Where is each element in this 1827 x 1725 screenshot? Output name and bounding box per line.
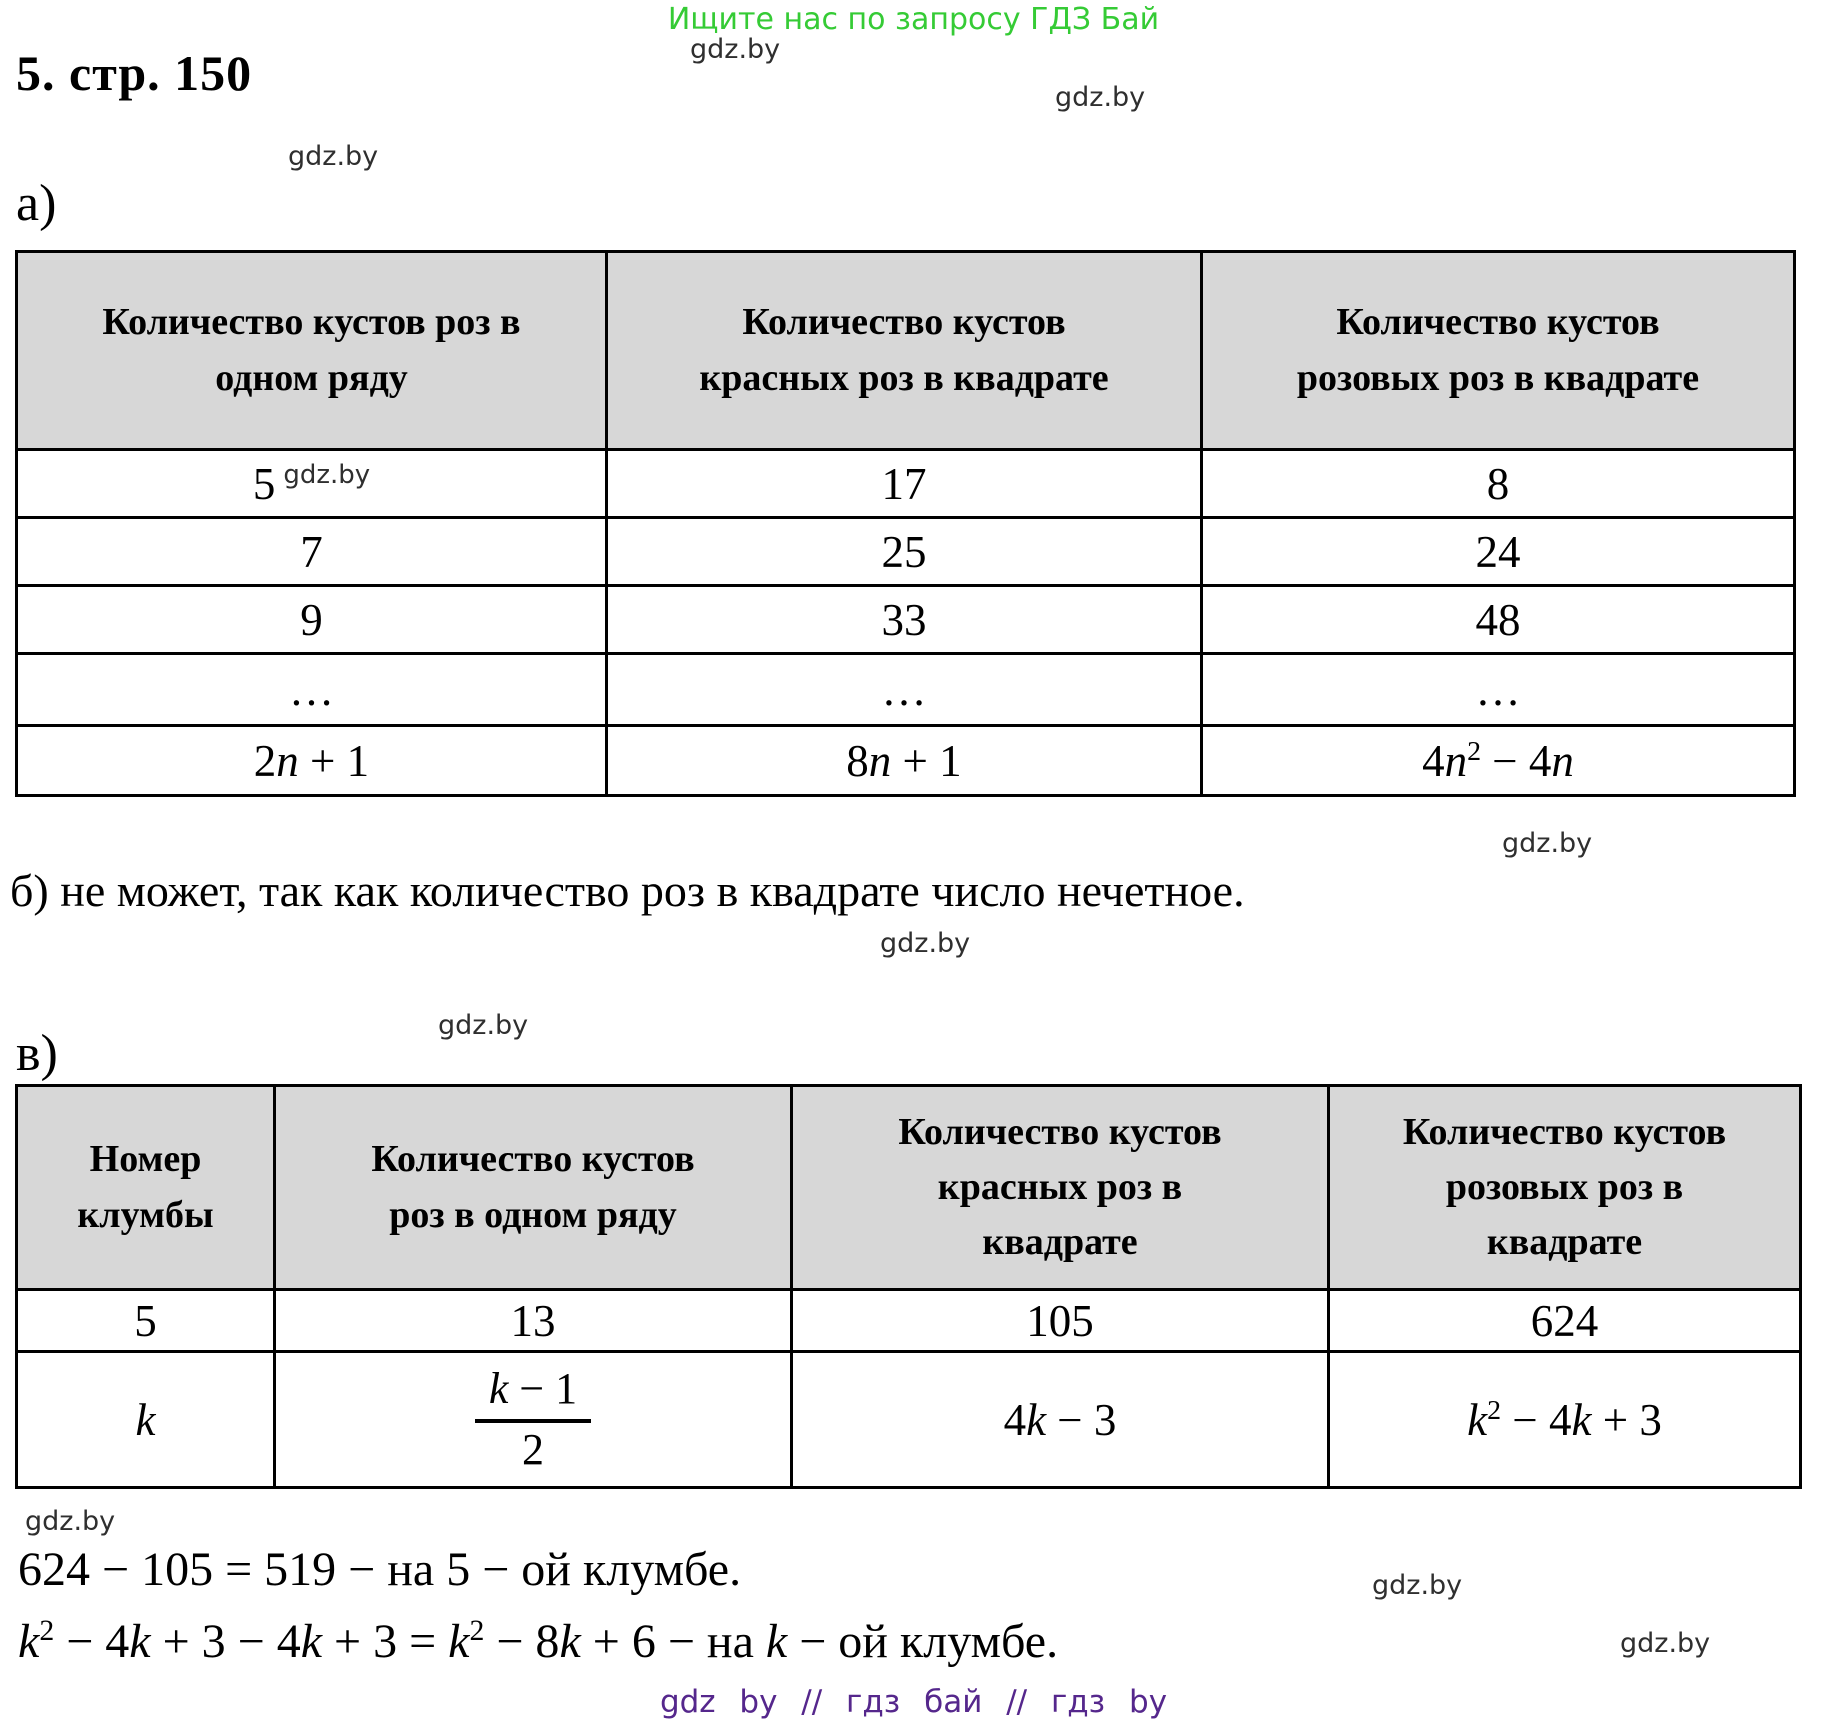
watermark: gdz.by (1502, 828, 1593, 859)
fraction-denominator: 2 (521, 1424, 544, 1474)
table-row (17, 726, 1795, 796)
table-row (17, 654, 1795, 726)
part-v-label: в) (16, 1025, 58, 1082)
table-a-header-row (17, 252, 1795, 450)
table-cell: … (17, 654, 607, 726)
fraction-cell (275, 1352, 792, 1488)
part-b-answer (10, 864, 1245, 917)
part-b-label: б) (10, 865, 49, 916)
conclusion-line-1: 624 − 105 = 519 − на 5 − ой клумбе. (18, 1543, 742, 1596)
table-row (17, 450, 1795, 518)
part-b-text: не может, так как количество роз в квадрате число нечетное. (60, 865, 1245, 916)
formula-cell: k (17, 1352, 275, 1488)
watermark: gdz.by (1372, 1570, 1463, 1601)
table-row (17, 1290, 1801, 1352)
fraction-numerator: k − 1 (475, 1364, 591, 1423)
part-a-label: а) (16, 175, 57, 232)
table-v-header-col1: Номер клумбы (17, 1086, 275, 1290)
formula-cell: 8n + 1 (607, 726, 1202, 796)
table-v-header-col2: Количество кустов роз в одном ряду (275, 1086, 792, 1290)
table-row (17, 586, 1795, 654)
table-v-header-col4: Количество кустов розовых роз в квадрате (1329, 1086, 1801, 1290)
table-row (17, 518, 1795, 586)
page-title: 5. стр. 150 (16, 45, 253, 101)
table-cell: … (1202, 654, 1795, 726)
table-cell: 624 (1329, 1290, 1801, 1352)
promo-banner: Ищите нас по запросу ГДЗ Бай (667, 2, 1160, 37)
table-cell: 24 (1202, 518, 1795, 586)
table-cell: 5 (17, 1290, 275, 1352)
table-cell: … (607, 654, 1202, 726)
formula-cell: $4n^2 - 4n$ (1202, 726, 1795, 796)
table-cell: 8 (1202, 450, 1795, 518)
table-cell (17, 450, 607, 518)
table-cell: 33 (607, 586, 1202, 654)
watermark: gdz.by (880, 928, 971, 959)
formula-cell: 2n + 1 (17, 726, 607, 796)
table-v-header-col3: Количество кустов красных роз в квадрате (792, 1086, 1329, 1290)
fraction (475, 1364, 591, 1475)
watermark: gdz.by (438, 1010, 529, 1041)
table-a-header-col1: Количество кустов роз в одном ряду (17, 252, 607, 450)
table-cell: 48 (1202, 586, 1795, 654)
watermark: gdz.by (25, 1506, 116, 1537)
table-cell: 17 (607, 450, 1202, 518)
watermark: gdz.by (1055, 82, 1146, 113)
footer-watermark: gdz by // гдз бай // гдз by (659, 1684, 1168, 1720)
table-cell: 9 (17, 586, 607, 654)
watermark: gdz.by (1620, 1628, 1711, 1659)
watermark: gdz.by (690, 34, 781, 65)
solution-table-v (15, 1084, 1802, 1489)
conclusion-line-2: $k^2 - 4k + 3 - 4k + 3 = k^2 - 8k + 6$ − на k − ой клумбе. (18, 1614, 1059, 1668)
watermark: gdz.by (283, 459, 371, 490)
table-cell: 105 (792, 1290, 1329, 1352)
table-v-header-row (17, 1086, 1801, 1290)
table-cell: 25 (607, 518, 1202, 586)
table-cell: 7 (17, 518, 607, 586)
solution-table-a (15, 250, 1796, 797)
watermark: gdz.by (288, 141, 379, 172)
table-row (17, 1352, 1801, 1488)
cell-value: 5 (252, 458, 276, 509)
table-a-header-col3: Количество кустов розовых роз в квадрате (1202, 252, 1795, 450)
formula-cell: 4k − 3 (792, 1352, 1329, 1488)
table-cell: 13 (275, 1290, 792, 1352)
formula-cell: $k^2 - 4k + 3$ (1329, 1352, 1801, 1488)
table-a-header-col2: Количество кустов красных роз в квадрате (607, 252, 1202, 450)
